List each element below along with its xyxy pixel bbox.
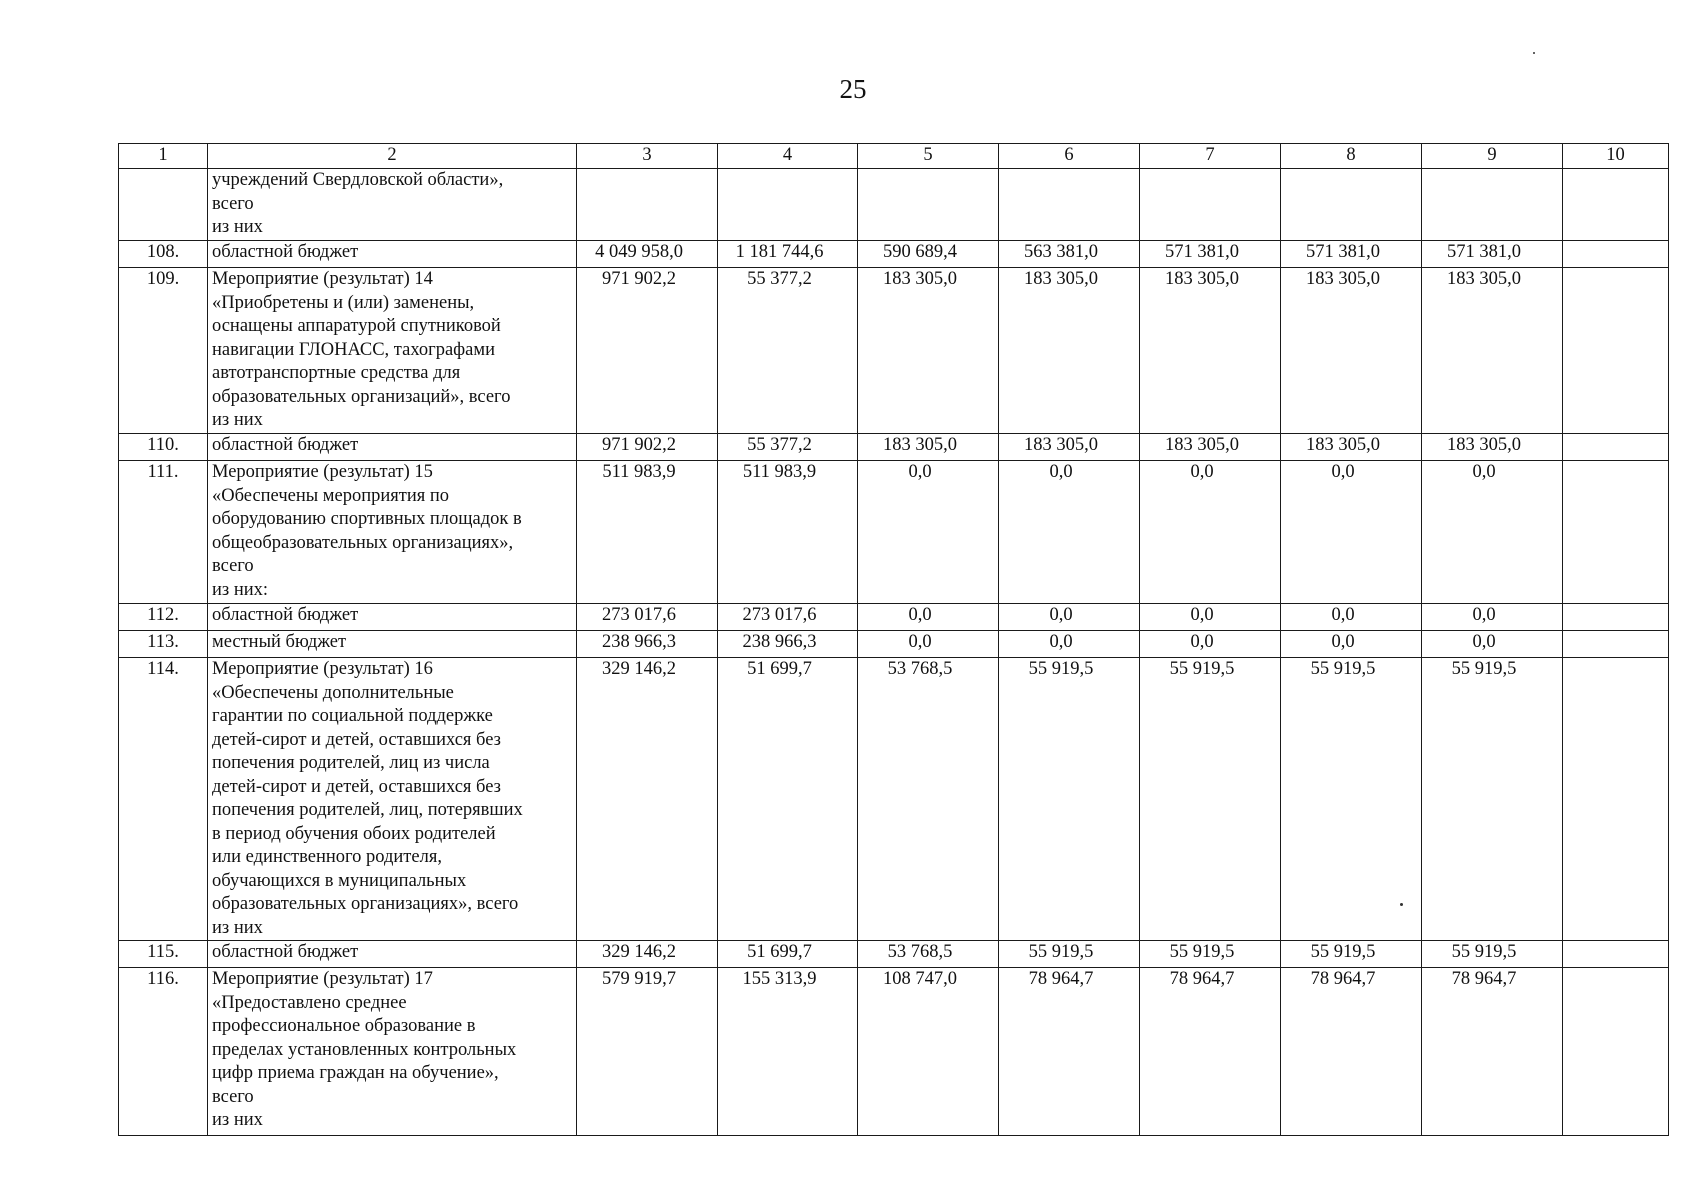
value-text: 55 377,2 <box>747 435 812 455</box>
value-cell-col-9 <box>1422 268 1563 434</box>
value-cell-col-9 <box>1422 968 1563 1136</box>
value-text: 183 305,0 <box>1306 435 1380 455</box>
value-cell-col-3 <box>577 941 718 968</box>
value-cell-col-3 <box>577 434 718 461</box>
value-text: 971 902,2 <box>602 435 676 455</box>
value-text: 53 768,5 <box>887 942 953 962</box>
row-description <box>208 604 577 631</box>
value-cell-col-8 <box>1281 461 1422 604</box>
value-cell-col-8 <box>1281 268 1422 434</box>
description-line: всего <box>212 1086 254 1107</box>
row-description <box>208 968 577 1136</box>
value-cell-col-3 <box>577 658 718 941</box>
page-number: 25 <box>839 74 867 104</box>
description-line: цифр приема граждан на обучение», <box>212 1063 499 1083</box>
description-line: Мероприятие (результат) 17 <box>212 969 433 989</box>
value-cell-col-4 <box>718 268 858 434</box>
value-text: 78 964,7 <box>1451 969 1517 989</box>
value-text: 0,0 <box>1190 462 1214 482</box>
description-line: автотранспортные средства для <box>212 363 461 383</box>
value-cell-col-8 <box>1281 968 1422 1136</box>
value-cell-col-7 <box>1140 434 1281 461</box>
row-number: 114. <box>119 658 208 941</box>
row-description <box>208 268 577 434</box>
value-cell-col-5 <box>858 941 999 968</box>
header-row <box>119 144 1669 169</box>
value-cell-col-10 <box>1563 434 1669 461</box>
row-number: 112. <box>119 604 208 631</box>
table-row <box>119 604 1669 631</box>
value-cell-col-4 <box>718 241 858 268</box>
description-line: образовательных организаций», всего <box>212 386 511 407</box>
value-text: 55 919,5 <box>1310 659 1376 679</box>
value-cell-col-6 <box>999 658 1140 941</box>
value-text: 183 305,0 <box>1165 435 1239 455</box>
value-cell-col-7 <box>1140 461 1281 604</box>
value-cell-col-7 <box>1140 268 1281 434</box>
row-description <box>208 941 577 968</box>
description-line: из них: <box>212 579 269 600</box>
value-cell-col-3 <box>577 631 718 658</box>
value-cell-col-6 <box>999 968 1140 1136</box>
value-cell-col-4 <box>718 434 858 461</box>
value-text: 155 313,9 <box>742 969 817 989</box>
value-text: 971 902,2 <box>602 269 676 289</box>
description-line: областной бюджет <box>212 942 359 962</box>
description-line: общеобразовательных организациях», <box>212 532 514 553</box>
value-cell-col-4 <box>718 631 858 658</box>
row-description <box>208 169 577 241</box>
description-line: областной бюджет <box>212 605 359 625</box>
value-cell-col-9 <box>1422 241 1563 268</box>
value-text: 53 768,5 <box>887 659 953 679</box>
description-line: областной бюджет <box>212 242 359 262</box>
value-text: 329 146,2 <box>602 659 676 679</box>
description-line: всего <box>212 193 254 214</box>
value-cell-col-6 <box>999 434 1140 461</box>
value-text: 78 964,7 <box>1028 969 1094 989</box>
value-text: 571 381,0 <box>1165 242 1239 262</box>
value-cell-col-10 <box>1563 968 1669 1136</box>
value-text: 183 305,0 <box>1165 269 1239 289</box>
value-cell-col-10 <box>1563 941 1669 968</box>
scan-speck <box>1533 52 1535 54</box>
value-cell-col-8 <box>1281 658 1422 941</box>
description-line: профессиональное образование в <box>212 1016 476 1036</box>
description-line: из них <box>212 217 263 237</box>
value-text: 0,0 <box>1190 605 1214 625</box>
value-text: 55 919,5 <box>1028 942 1094 962</box>
description-line: Мероприятие (результат) 16 <box>212 659 433 679</box>
description-line: всего <box>212 556 254 576</box>
row-description <box>208 631 577 658</box>
value-text: 51 699,7 <box>747 942 812 962</box>
row-description <box>208 241 577 268</box>
row-number: 108. <box>119 241 208 268</box>
value-text: 0,0 <box>1190 632 1214 652</box>
value-text: 183 305,0 <box>1447 269 1521 289</box>
value-text: 238 966,3 <box>602 632 676 652</box>
column-header-10: 10 <box>1563 144 1669 169</box>
value-text: 0,0 <box>908 632 932 652</box>
value-cell-col-9 <box>1422 604 1563 631</box>
table-row <box>119 658 1669 941</box>
value-cell-col-3 <box>577 461 718 604</box>
value-cell-col-5 <box>858 604 999 631</box>
row-description <box>208 658 577 941</box>
value-text: 183 305,0 <box>1447 435 1521 455</box>
value-cell-col-10 <box>1563 631 1669 658</box>
value-text: 563 381,0 <box>1024 242 1098 262</box>
table-body <box>119 169 1669 1136</box>
value-cell-col-8 <box>1281 604 1422 631</box>
column-header-4: 4 <box>718 144 858 169</box>
value-cell-col-3 <box>577 241 718 268</box>
value-text: 108 747,0 <box>883 969 957 989</box>
value-cell-col-10 <box>1563 658 1669 941</box>
value-cell-col-8 <box>1281 241 1422 268</box>
value-cell-col-3 <box>577 968 718 1136</box>
value-text: 273 017,6 <box>742 605 817 625</box>
column-header-6: 6 <box>999 144 1140 169</box>
value-cell-col-5 <box>858 968 999 1136</box>
value-text: 183 305,0 <box>883 435 957 455</box>
value-cell-col-6 <box>999 268 1140 434</box>
description-line: из них <box>212 917 263 938</box>
value-text: 590 689,4 <box>883 242 957 262</box>
description-line: в период обучения обоих родителей <box>212 823 496 844</box>
value-cell-col-7 <box>1140 241 1281 268</box>
value-text: 78 964,7 <box>1310 969 1376 989</box>
scan-speck <box>1400 903 1403 906</box>
row-number <box>119 169 208 241</box>
value-cell-col-8 <box>1281 434 1422 461</box>
value-cell-col-4 <box>718 941 858 968</box>
description-line: детей-сирот и детей, оставшихся без <box>212 776 501 797</box>
description-line: местный бюджет <box>212 632 347 652</box>
value-cell-col-3 <box>577 604 718 631</box>
value-text: 0,0 <box>1049 632 1073 652</box>
value-text: 55 919,5 <box>1028 659 1094 679</box>
value-cell-col-7 <box>1140 941 1281 968</box>
value-cell-col-10 <box>1563 169 1669 241</box>
value-text: 78 964,7 <box>1169 969 1235 989</box>
description-line: попечения родителей, лиц из числа <box>212 753 490 773</box>
value-text: 4 049 958,0 <box>595 242 683 262</box>
description-line: «Обеспечены мероприятия по <box>212 485 450 506</box>
value-text: 0,0 <box>1331 632 1355 652</box>
value-text: 0,0 <box>1472 632 1496 652</box>
value-text: 55 919,5 <box>1169 942 1235 962</box>
description-line: Мероприятие (результат) 15 <box>212 462 433 482</box>
value-cell-col-10 <box>1563 461 1669 604</box>
description-line: «Предоставлено среднее <box>212 992 407 1013</box>
value-cell-col-5 <box>858 268 999 434</box>
value-text: 183 305,0 <box>1024 269 1098 289</box>
value-cell-col-5 <box>858 461 999 604</box>
table-row <box>119 631 1669 658</box>
value-cell-col-3 <box>577 268 718 434</box>
row-number: 110. <box>119 434 208 461</box>
value-text: 0,0 <box>1049 462 1073 482</box>
value-text: 183 305,0 <box>883 269 957 289</box>
description-line: пределах установленных контрольных <box>212 1039 517 1060</box>
value-text: 0,0 <box>1472 605 1496 625</box>
table-row <box>119 241 1669 268</box>
value-cell-col-6 <box>999 941 1140 968</box>
table-row <box>119 461 1669 604</box>
description-line: гарантии по социальной поддержке <box>212 706 493 726</box>
value-text: 511 983,9 <box>602 462 676 482</box>
value-text: 183 305,0 <box>1306 269 1380 289</box>
description-line: навигации ГЛОНАСС, тахографами <box>212 339 495 360</box>
description-line: образовательных организациях», всего <box>212 894 519 914</box>
description-line: «Обеспечены дополнительные <box>212 682 454 703</box>
value-cell-col-9 <box>1422 434 1563 461</box>
value-text: 0,0 <box>1049 605 1073 625</box>
value-text: 571 381,0 <box>1447 242 1521 262</box>
column-header-3: 3 <box>577 144 718 169</box>
column-header-5: 5 <box>858 144 999 169</box>
value-cell-col-3 <box>577 169 718 241</box>
description-line: или единственного родителя, <box>212 847 442 867</box>
value-text: 571 381,0 <box>1306 242 1380 262</box>
value-text: 273 017,6 <box>602 605 676 625</box>
table-header <box>119 144 1669 169</box>
value-text: 579 919,7 <box>602 969 676 989</box>
description-line: оборудованию спортивных площадок в <box>212 509 522 529</box>
budget-table <box>118 143 1669 1136</box>
value-cell-col-8 <box>1281 941 1422 968</box>
table-row <box>119 434 1669 461</box>
value-text: 183 305,0 <box>1024 435 1098 455</box>
value-text: 0,0 <box>908 605 932 625</box>
row-number: 111. <box>119 461 208 604</box>
value-text: 55 377,2 <box>747 269 812 289</box>
description-line: детей-сирот и детей, оставшихся без <box>212 729 501 750</box>
value-cell-col-5 <box>858 658 999 941</box>
table-row <box>119 941 1669 968</box>
value-cell-col-6 <box>999 631 1140 658</box>
value-cell-col-9 <box>1422 941 1563 968</box>
value-cell-col-10 <box>1563 268 1669 434</box>
value-text: 0,0 <box>1472 462 1496 482</box>
description-line: из них <box>212 1110 263 1130</box>
value-cell-col-5 <box>858 169 999 241</box>
row-number: 116. <box>119 968 208 1136</box>
value-cell-col-9 <box>1422 658 1563 941</box>
value-text: 55 919,5 <box>1169 659 1235 679</box>
row-description <box>208 461 577 604</box>
value-cell-col-7 <box>1140 968 1281 1136</box>
value-cell-col-4 <box>718 169 858 241</box>
value-text: 55 919,5 <box>1451 942 1517 962</box>
value-cell-col-6 <box>999 241 1140 268</box>
value-cell-col-9 <box>1422 169 1563 241</box>
value-text: 329 146,2 <box>602 942 676 962</box>
value-text: 0,0 <box>1331 462 1355 482</box>
description-line: «Приобретены и (или) заменены, <box>212 292 475 313</box>
value-text: 1 181 744,6 <box>735 242 824 262</box>
description-line: областной бюджет <box>212 435 359 455</box>
column-header-1: 1 <box>119 144 208 169</box>
column-header-8: 8 <box>1281 144 1422 169</box>
value-cell-col-4 <box>718 604 858 631</box>
table-row <box>119 268 1669 434</box>
table-row <box>119 169 1669 241</box>
value-cell-col-5 <box>858 241 999 268</box>
value-cell-col-4 <box>718 658 858 941</box>
value-text: 55 919,5 <box>1310 942 1376 962</box>
description-line: из них <box>212 410 263 430</box>
column-header-7: 7 <box>1140 144 1281 169</box>
value-cell-col-9 <box>1422 461 1563 604</box>
value-cell-col-9 <box>1422 631 1563 658</box>
row-number: 115. <box>119 941 208 968</box>
row-description <box>208 434 577 461</box>
value-cell-col-4 <box>718 461 858 604</box>
description-line: попечения родителей, лиц, потерявших <box>212 800 523 820</box>
value-cell-col-6 <box>999 461 1140 604</box>
value-cell-col-7 <box>1140 604 1281 631</box>
value-cell-col-4 <box>718 968 858 1136</box>
table-row <box>119 968 1669 1136</box>
value-text: 238 966,3 <box>742 632 817 652</box>
column-header-9: 9 <box>1422 144 1563 169</box>
value-text: 0,0 <box>908 462 932 482</box>
value-cell-col-7 <box>1140 169 1281 241</box>
description-line: Мероприятие (результат) 14 <box>212 269 433 289</box>
value-text: 0,0 <box>1331 605 1355 625</box>
value-text: 51 699,7 <box>747 659 812 679</box>
value-cell-col-8 <box>1281 631 1422 658</box>
value-cell-col-8 <box>1281 169 1422 241</box>
column-header-2: 2 <box>208 144 577 169</box>
value-text: 55 919,5 <box>1451 659 1517 679</box>
value-cell-col-5 <box>858 434 999 461</box>
row-number: 109. <box>119 268 208 434</box>
description-line: учреждений Свердловской области», <box>212 170 504 190</box>
value-cell-col-10 <box>1563 241 1669 268</box>
value-cell-col-6 <box>999 169 1140 241</box>
description-line: обучающихся в муниципальных <box>212 870 467 891</box>
value-cell-col-7 <box>1140 631 1281 658</box>
value-cell-col-10 <box>1563 604 1669 631</box>
row-number: 113. <box>119 631 208 658</box>
value-cell-col-6 <box>999 604 1140 631</box>
value-cell-col-7 <box>1140 658 1281 941</box>
description-line: оснащены аппаратурой спутниковой <box>212 316 501 336</box>
value-text: 511 983,9 <box>742 462 817 482</box>
value-cell-col-5 <box>858 631 999 658</box>
